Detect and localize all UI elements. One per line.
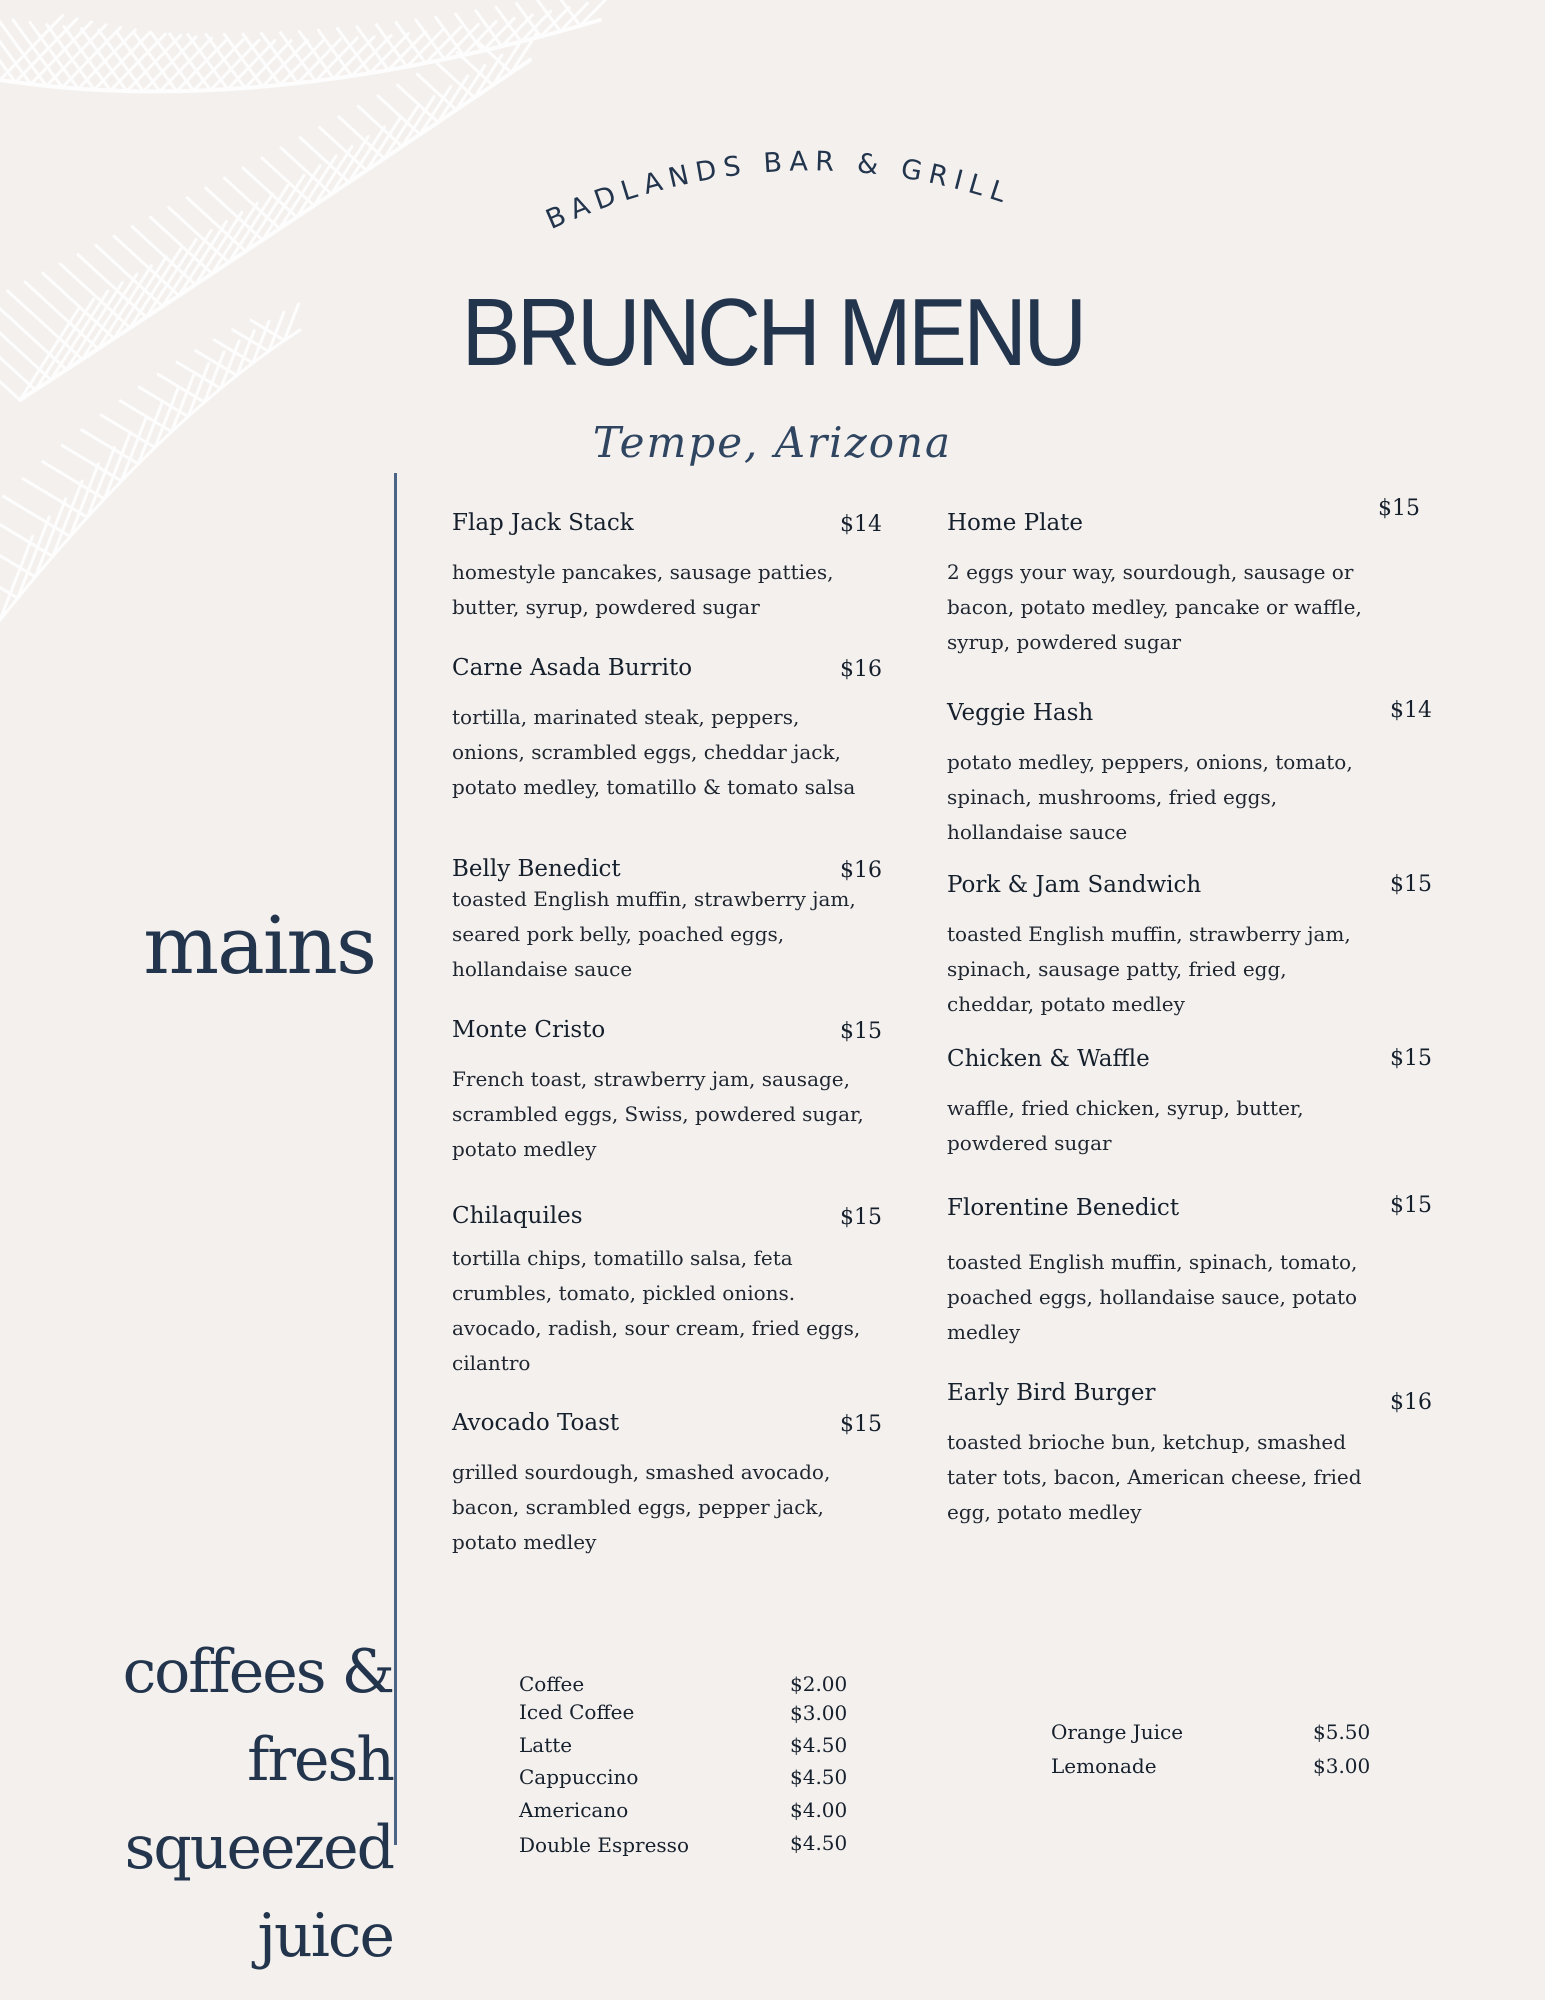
coffee-item-name: Cappuccino [519, 1765, 639, 1789]
coffee-item-name: Coffee [519, 1672, 585, 1696]
coffee-item-name: Iced Coffee [519, 1700, 635, 1724]
menu-item-description-line: toasted English muffin, spinach, tomato, [947, 1250, 1358, 1274]
menu-item-name: Carne Asada Burrito [452, 655, 693, 681]
menu-item-price: $16 [840, 858, 882, 883]
menu-item-name: Pork & Jam Sandwich [947, 872, 1202, 898]
menu-item-description-line: grilled sourdough, smashed avocado, [452, 1460, 831, 1484]
menu-item-description-line: cilantro [452, 1351, 531, 1375]
menu-item-price: $14 [1390, 698, 1432, 723]
menu-item-name: Florentine Benedict [947, 1195, 1180, 1221]
menu-item-description [452, 555, 892, 625]
menu-item-description-line: 2 eggs your way, sourdough, sausage or [947, 560, 1354, 584]
juice-item-price: $3.00 [1313, 1754, 1371, 1778]
menu-item-price: $15 [840, 1205, 882, 1230]
menu-item-name: Chilaquiles [452, 1203, 583, 1229]
menu-item-description-line: poached eggs, hollandaise sauce, potato [947, 1285, 1358, 1309]
menu-item-description [947, 1091, 1387, 1161]
menu-item-price: $15 [840, 1412, 882, 1437]
coffee-item-price: $4.00 [790, 1798, 848, 1822]
menu-item-name: Home Plate [947, 510, 1084, 536]
page-title: BRUNCH MENU [461, 279, 1084, 386]
menu-item-description [452, 1455, 892, 1560]
menu-item-description [947, 1245, 1387, 1350]
coffee-item-name: Americano [519, 1798, 629, 1822]
menu-item-description-line: toasted brioche bun, ketchup, smashed [947, 1430, 1347, 1454]
location-subtitle: Tempe, Arizona [592, 418, 953, 467]
menu-item-description-line: scrambled eggs, Swiss, powdered sugar, [452, 1102, 864, 1126]
section-label-mains: mains [143, 899, 375, 992]
menu-item-description-line: waffle, fried chicken, syrup, butter, [947, 1096, 1304, 1120]
coffee-item-price: $3.00 [790, 1701, 848, 1725]
menu-item-description-line: syrup, powdered sugar [947, 630, 1182, 654]
menu-item-price: $16 [840, 657, 882, 682]
juice-item-name: Orange Juice [1051, 1720, 1184, 1744]
menu-item-description-line: tortilla chips, tomatillo salsa, feta [452, 1246, 793, 1270]
menu-item-name: Flap Jack Stack [452, 510, 634, 536]
menu-item-description-line: potato medley, peppers, onions, tomato, [947, 750, 1353, 774]
section-label-coffees-line1: coffees & fresh [122, 1637, 393, 1795]
menu-item-description-line: potato medley [452, 1530, 597, 1554]
menu-item-description-line: tortilla, marinated steak, peppers, [452, 705, 800, 729]
menu-item-description-line: potato medley, tomatillo & tomato salsa [452, 775, 856, 799]
menu-item-description-line: bacon, potato medley, pancake or waffle, [947, 595, 1362, 619]
coffee-item-name: Double Espresso [519, 1833, 689, 1857]
menu-item-description [947, 917, 1387, 1022]
menu-item-name: Monte Cristo [452, 1017, 606, 1043]
menu-item-price: $15 [1390, 1193, 1432, 1218]
menu-item-description-line: potato medley [452, 1137, 597, 1161]
menu-item-description-line: hollandaise sauce [947, 820, 1128, 844]
menu-item-description-line: bacon, scrambled eggs, pepper jack, [452, 1495, 824, 1519]
menu-item-description [452, 882, 892, 987]
menu-item-description [947, 1425, 1387, 1530]
menu-item-name: Chicken & Waffle [947, 1046, 1150, 1072]
menu-item-description-line: cheddar, potato medley [947, 992, 1185, 1016]
menu-item-price: $15 [840, 1019, 882, 1044]
menu-item-description [947, 745, 1387, 850]
menu-item-description-line: toasted English muffin, strawberry jam, [452, 887, 856, 911]
juice-item-price: $5.50 [1313, 1720, 1371, 1744]
menu-item-description-line: crumbles, tomato, pickled onions. [452, 1281, 796, 1305]
menu-item-price: $15 [1390, 872, 1432, 897]
menu-item-description [452, 1062, 892, 1167]
menu-item-description-line: hollandaise sauce [452, 957, 633, 981]
juice-item-name: Lemonade [1051, 1754, 1157, 1778]
menu-item-price: $16 [1390, 1390, 1432, 1415]
menu-item-description-line: toasted English muffin, strawberry jam, [947, 922, 1351, 946]
menu-item-description-line: tater tots, bacon, American cheese, fried [947, 1465, 1362, 1489]
section-label-coffees [0, 1628, 393, 1980]
menu-item-description-line: onions, scrambled eggs, cheddar jack, [452, 740, 841, 764]
menu-item-name: Avocado Toast [452, 1410, 620, 1436]
coffee-item-name: Latte [519, 1733, 573, 1757]
menu-item-description-line: spinach, mushrooms, fried eggs, [947, 785, 1278, 809]
menu-item-name: Belly Benedict [452, 856, 621, 882]
section-label-coffees-line2: squeezed juice [124, 1813, 393, 1971]
coffee-item-price: $2.00 [790, 1672, 848, 1696]
menu-item-description-line: medley [947, 1320, 1021, 1344]
coffee-item-price: $4.50 [790, 1733, 848, 1757]
menu-item-description-line: butter, syrup, powdered sugar [452, 595, 760, 619]
menu-item-price: $14 [840, 512, 882, 537]
section-divider-line [394, 473, 397, 1845]
menu-item-description [947, 555, 1387, 660]
menu-item-price: $15 [1390, 1046, 1432, 1071]
menu-item-description-line: powdered sugar [947, 1131, 1112, 1155]
menu-item-name: Early Bird Burger [947, 1380, 1156, 1406]
menu-item-name: Veggie Hash [947, 700, 1094, 726]
restaurant-name-arc [500, 150, 1060, 260]
coffee-item-price: $4.50 [790, 1765, 848, 1789]
menu-item-description-line: egg, potato medley [947, 1500, 1142, 1524]
menu-item-description-line: French toast, strawberry jam, sausage, [452, 1067, 850, 1091]
menu-item-description-line: seared pork belly, poached eggs, [452, 922, 785, 946]
menu-item-description-line: avocado, radish, sour cream, fried eggs, [452, 1316, 861, 1340]
menu-item-description [452, 1241, 892, 1381]
coffee-item-price: $4.50 [790, 1831, 848, 1855]
menu-item-description-line: spinach, sausage patty, fried egg, [947, 957, 1287, 981]
menu-item-description-line: homestyle pancakes, sausage patties, [452, 560, 834, 584]
restaurant-name: BADLANDS BAR & GRILL [541, 150, 1017, 236]
menu-item-description [452, 700, 892, 805]
menu-item-price: $15 [1378, 496, 1420, 521]
